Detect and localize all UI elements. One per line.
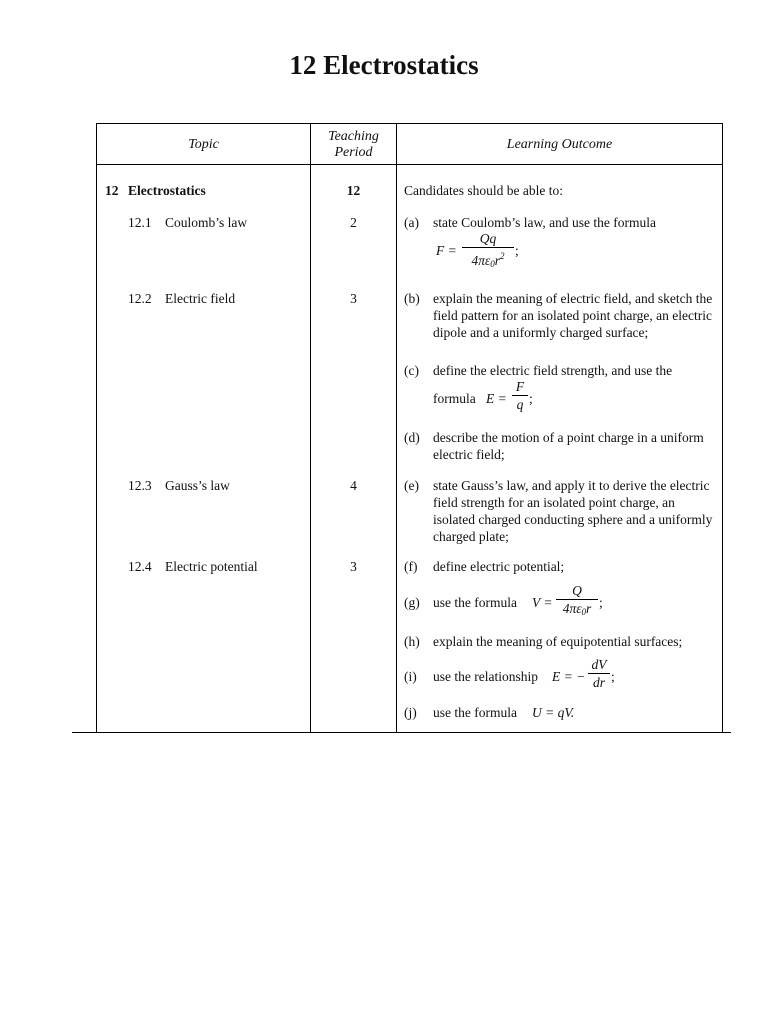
topic-number: 12.3 <box>128 478 152 493</box>
section-number: 12 <box>105 183 119 198</box>
fraction-bar <box>462 247 514 248</box>
header-divider <box>96 164 723 165</box>
topic-period: 4 <box>350 478 357 493</box>
fraction-bar <box>588 673 610 674</box>
outcome-text: use the relationship <box>433 669 538 684</box>
outcome-text: state Gauss’s law, and apply it to derive the electric field strength for an isolated point charge, an isolated charged conducting sphere and a uniformly charged plate; <box>433 478 713 544</box>
fraction-denominator: q <box>516 397 524 412</box>
fraction-denominator: dr <box>592 675 605 690</box>
fraction-numerator: Q <box>572 583 582 598</box>
header-learning-outcome: Learning Outcome <box>506 137 613 152</box>
section-intro: Candidates should be able to: <box>404 183 563 198</box>
field-fraction <box>512 379 528 412</box>
section-period: 12 <box>346 183 361 198</box>
outcome-label: (b) <box>404 291 420 306</box>
topic-number: 12.4 <box>128 559 152 574</box>
outcome-text: state Coulomb’s law, and use the formula <box>433 215 656 230</box>
outcome-label: (i) <box>404 669 417 684</box>
fraction-bar <box>512 395 528 396</box>
fraction-numerator: dV <box>591 657 607 672</box>
header-period-line1: Teaching <box>328 129 379 144</box>
fraction-bar <box>556 599 598 600</box>
outcome-text: explain the meaning of electric field, and sketch the field pattern for an isolated point charge, an electric dipole and a uniformly charged surface; <box>433 291 713 340</box>
topic-period: 2 <box>350 215 357 230</box>
potential-fraction <box>556 583 598 620</box>
outcome-label: (d) <box>404 430 420 445</box>
outcome-text: explain the meaning of equipotential surfaces; <box>433 634 683 649</box>
formula-end: ; <box>529 391 533 406</box>
column-divider-2 <box>396 123 397 733</box>
header-teaching-period <box>311 129 396 161</box>
outcome-label: (j) <box>404 705 417 720</box>
topic-name: Electric field <box>165 291 236 306</box>
formula-end: ; <box>599 595 603 610</box>
topic-name: Gauss’s law <box>165 478 230 493</box>
topic-name: Electric potential <box>165 559 258 574</box>
bottom-rule <box>72 732 731 733</box>
topic-number: 12.2 <box>128 291 152 306</box>
outcome-text: use the formula <box>433 705 517 720</box>
outcome-text: define electric potential; <box>433 559 565 574</box>
outcome-label: (f) <box>404 559 418 574</box>
page-title: 12 Electrostatics <box>289 50 479 80</box>
energy-formula: U = qV. <box>532 705 575 720</box>
formula-prefix: formula <box>433 391 476 406</box>
topic-period: 3 <box>350 559 357 574</box>
outcome-text: describe the motion of a point charge in a uniform electric field; <box>433 430 704 462</box>
outcome-text: define the electric field strength, and use the <box>433 363 673 378</box>
fraction-denominator: $4\pi\varepsilon_0r$ <box>562 601 592 617</box>
fraction-denominator: $4\pi\varepsilon_0r^2$ <box>471 251 505 269</box>
section-name: Electrostatics <box>128 183 206 198</box>
outcome-label: (a) <box>404 215 419 230</box>
formula-lhs: E = − <box>552 669 586 684</box>
coulomb-fraction <box>462 231 514 272</box>
outcome-label: (c) <box>404 363 419 378</box>
gradient-fraction <box>588 657 610 690</box>
outcome-label: (g) <box>404 595 420 610</box>
formula-end: ; <box>515 243 519 258</box>
outcome-label: (e) <box>404 478 419 493</box>
outcome-label: (h) <box>404 634 420 649</box>
formula-lhs: F = <box>436 243 457 258</box>
fraction-numerator: Qq <box>479 231 497 246</box>
formula-lhs: V = <box>532 595 553 610</box>
header-period-line2: Period <box>334 145 373 160</box>
topic-name: Coulomb’s law <box>165 215 248 230</box>
topic-period: 3 <box>350 291 357 306</box>
outcome-text: use the formula <box>433 595 517 610</box>
formula-lhs: E = <box>486 391 507 406</box>
fraction-numerator: F <box>515 379 525 394</box>
formula-end: ; <box>611 669 615 684</box>
topic-number: 12.1 <box>128 215 152 230</box>
header-topic: Topic <box>188 137 219 152</box>
